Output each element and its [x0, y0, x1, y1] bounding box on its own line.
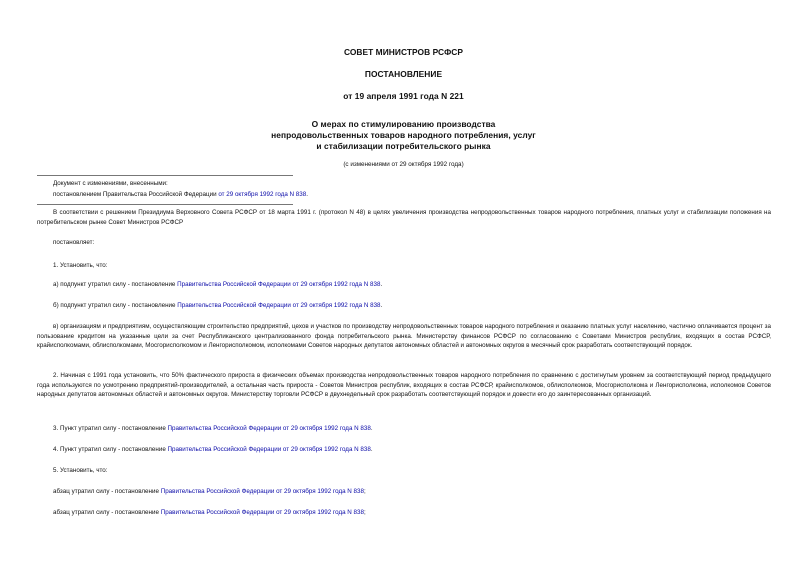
clause-5-para-a-link[interactable]: Правительства Российской Федерации от 29 октября 1992 года N 838	[160, 488, 364, 495]
document-date-number: от 19 апреля 1991 года N 221	[343, 91, 464, 101]
changes-source-text: постановлением Правительства Российской Федерации	[53, 191, 219, 198]
document-title-line-2: непродовольственных товаров народного потребления, услуг	[271, 130, 536, 140]
clause-5-para-b-link[interactable]: Правительства Российской Федерации от 29 октября 1992 года N 838	[160, 509, 364, 516]
decides-paragraph: постановляет:	[53, 239, 95, 246]
clause-5-para-b-end: ;	[364, 509, 366, 516]
amendment-note: (с изменениями от 29 октября 1992 года)	[343, 161, 464, 168]
clause-4-text: 4. Пункт утратил силу - постановление	[53, 446, 168, 453]
clause-1c: в) организациям и предприятиям, осуществляющим строительство предприятий, цехов и участков по производству непродовольственных товаров народного потребления и оказанию платных услуг населению, частично оплачивается процент за пользование кредитом на указанные цели за счет Республиканского централизованного фонда потребительского рынка. Министерству финансов РСФСР по согласованию с Советами Министров республик, входящих в состав РСФСР, крайисполкомами, облисполкомами, Мосгорисполкомом и Ленгорисполкомом, исполкомами Советов народных депутатов автономных областей и автономных округов в месячный срок разработать соответствующий порядок.	[37, 323, 771, 350]
clause-4-end: .	[370, 446, 373, 453]
amending-act-link[interactable]: от 29 октября 1992 года N 838	[218, 191, 307, 198]
clause-1a	[37, 280, 771, 290]
clause-5-para-a	[37, 487, 771, 497]
clause-1b-link[interactable]: Правительства Российской Федерации от 29 октября 1992 года N 838	[177, 302, 381, 309]
clause-3-link[interactable]: Правительства Российской Федерации от 29 октября 1992 года N 838	[167, 425, 371, 432]
clause-5: 5. Установить, что:	[53, 467, 108, 474]
clause-5-para-a-end: ;	[364, 488, 366, 495]
divider-bottom	[37, 204, 293, 205]
clause-1a-text: а) подпункт утратил силу - постановление	[53, 281, 178, 288]
clause-4-link[interactable]: Правительства Российской Федерации от 29 октября 1992 года N 838	[167, 446, 371, 453]
clause-5-para-b	[37, 508, 771, 518]
document-title-line-3: и стабилизации потребительского рынка	[316, 141, 491, 151]
clause-3-end: .	[370, 425, 373, 432]
clause-3-text: 3. Пункт утратил силу - постановление	[53, 425, 168, 432]
clause-5-para-b-text: абзац утратил силу - постановление	[53, 509, 161, 516]
document-title-line-1: О мерах по стимулированию производства	[311, 119, 496, 129]
clause-4	[37, 445, 771, 455]
divider-top	[37, 175, 293, 176]
clause-1a-end: .	[380, 281, 383, 288]
preamble-paragraph: В соответствии с решением Президиума Верховного Совета РСФСР от 18 марта 1991 г. (протокол N 48) в целях увеличения производства непродовольственных товаров народного потребления, платных услуг и стабилизации положения на потребительском рынке Совет Министров РСФСР	[37, 209, 771, 226]
clause-3	[37, 424, 771, 434]
clause-1b-end: .	[380, 302, 383, 309]
clause-1b-text: б) подпункт утратил силу - постановление	[53, 302, 178, 309]
clause-5-para-a-text: абзац утратил силу - постановление	[53, 488, 161, 495]
clause-1b	[37, 301, 771, 311]
changes-source-end: .	[306, 191, 308, 198]
issuing-authority: СОВЕТ МИНИСТРОВ РСФСР	[343, 47, 464, 57]
changes-source	[37, 190, 771, 200]
clause-2: 2. Начиная с 1991 года установить, что 50% фактического прироста в физических объемах производства непродовольственных товаров народного потребления по сравнению с достигнутым уровнем за соответствующий период предыдущего года используются по усмотрению предприятий-производителей, а остальная часть прироста - Советов Министров республик, входящих в состав РСФСР, крайисполкомов, облисполкомов, Мосгорисполкома и Ленгорисполкома, исполкомов Советов народных депутатов автономных областей и автономных округов. Министерству торговли РСФСР в двухнедельный срок разработать соответствующий порядок и довести его до заинтересованных организаций.	[37, 372, 771, 399]
document-type: ПОСТАНОВЛЕНИЕ	[364, 69, 443, 79]
changes-intro: Документ с изменениями, внесенными:	[53, 180, 168, 187]
clause-1a-link[interactable]: Правительства Российской Федерации от 29 октября 1992 года N 838	[177, 281, 381, 288]
clause-1: 1. Установить, что:	[53, 262, 108, 269]
